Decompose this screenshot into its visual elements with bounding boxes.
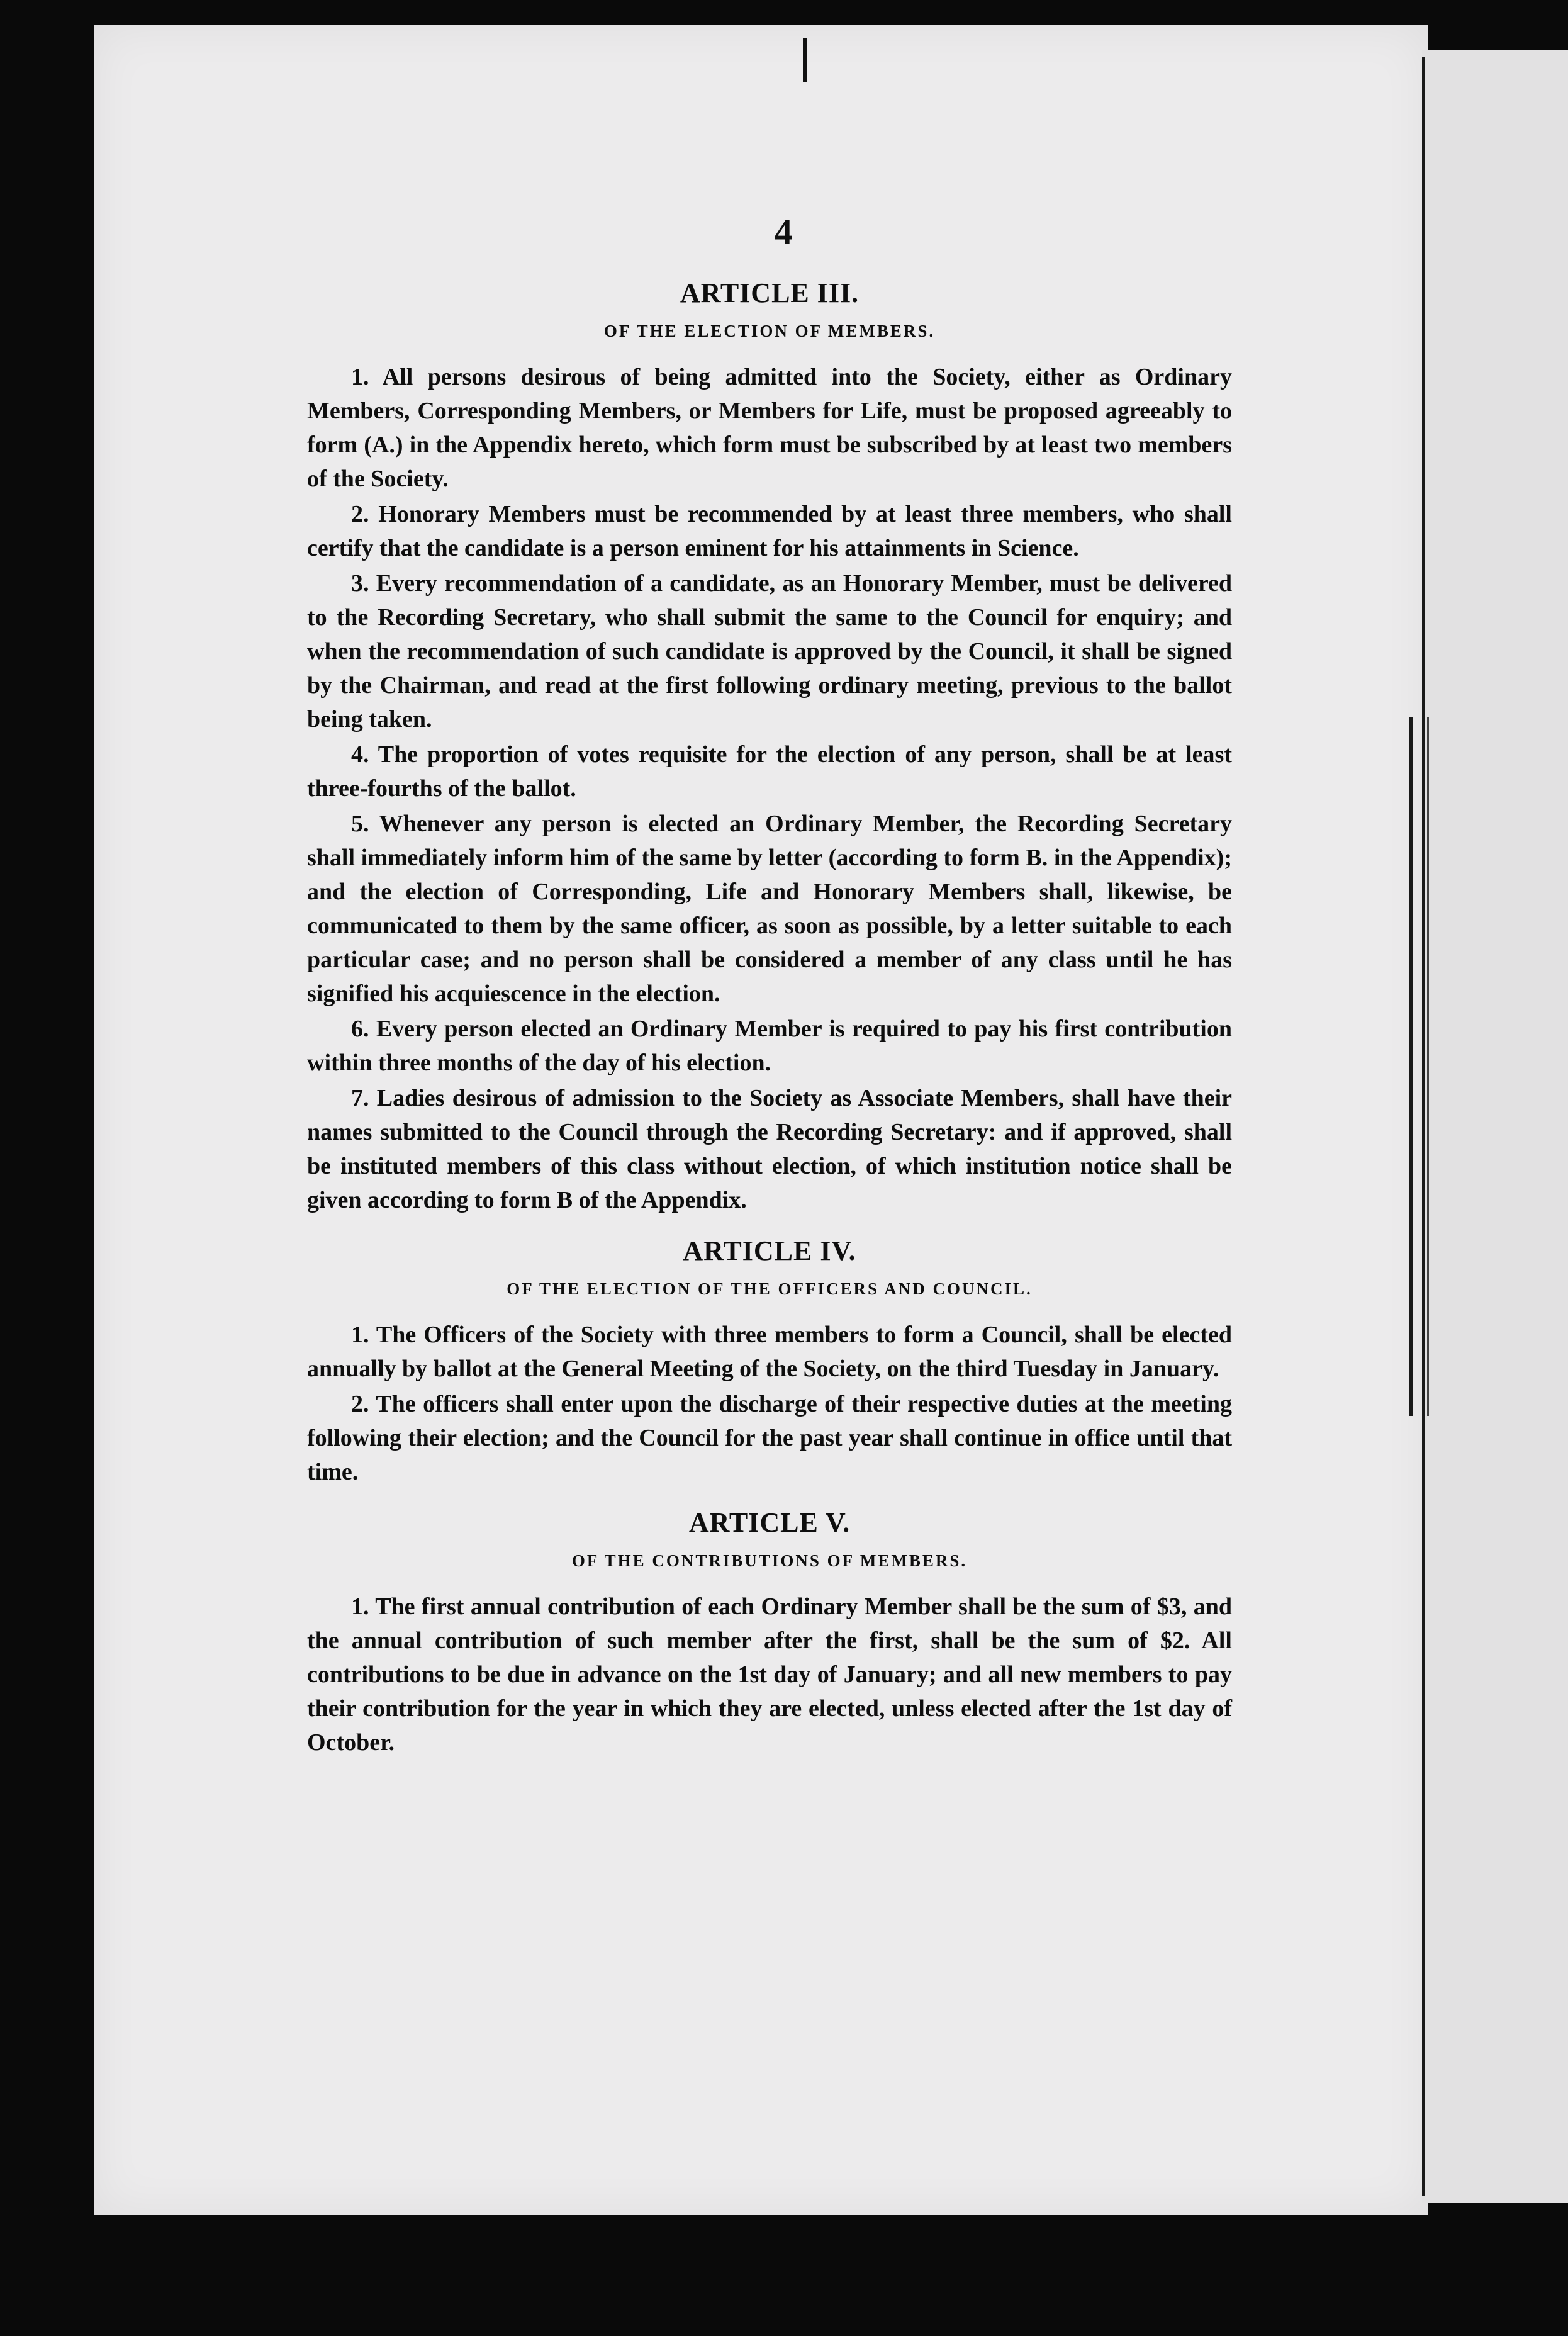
- article-3: [307, 277, 1232, 1217]
- article-subtitle: OF THE ELECTION OF THE OFFICERS AND COUNCIL.: [507, 1279, 1033, 1298]
- article-title: ARTICLE III.: [680, 278, 860, 308]
- article-5: [307, 1507, 1232, 1760]
- paragraph: 1. The Officers of the Society with three members to form a Council, shall be elected annually by ballot at the General Meeting of the Society, on the third Tuesday in January.: [307, 1322, 1232, 1382]
- document-body: [307, 277, 1232, 1777]
- paragraph: 1. All persons desirous of being admitted into the Society, either as Ordinary Members, Corresponding Members, or Members for Life, must be proposed agreeably to form (A.) in the Appendix hereto, which form must be subscribed by at least two members of the Society.: [307, 364, 1232, 492]
- paragraph: 2. The officers shall enter upon the discharge of their respective duties at the meeting following their election; and the Council for the past year shall continue in office until that time.: [307, 1391, 1232, 1485]
- article-subtitle: OF THE CONTRIBUTIONS OF MEMBERS.: [571, 1551, 968, 1570]
- paragraph: 6. Every person elected an Ordinary Member is required to pay his first contribution within three months of the day of his election.: [307, 1016, 1232, 1076]
- paragraph: 4. The proportion of votes requisite for the election of any person, shall be at least three-fourths of the ballot.: [307, 741, 1232, 802]
- paragraph: 3. Every recommendation of a candidate, as an Honorary Member, must be delivered to the Recording Secretary, who shall submit the same to the Council for enquiry; and when the recommendation of such candidate is approved by the Council, it shall be signed by the Chairman, and read at the first following ordinary meeting, previous to the ballot being taken.: [307, 570, 1232, 733]
- article-title: ARTICLE V.: [688, 1507, 851, 1538]
- adjacent-page-edge: [1422, 50, 1568, 2203]
- article-subtitle: OF THE ELECTION OF MEMBERS.: [603, 322, 936, 340]
- top-binding-mark: [803, 38, 807, 82]
- binding-fold-mark: [1409, 717, 1429, 1416]
- paragraph: 1. The first annual contribution of each Ordinary Member shall be the sum of $3, and the annual contribution of such member after the first, shall be the sum of $2. All contributions to be due in advance on the 1st day of January; and all new members to pay their contribution for the year in which they are elected, unless elected after the 1st day of October.: [307, 1593, 1232, 1756]
- paragraph: 2. Honorary Members must be recommended by at least three members, who shall certify that the candidate is a person eminent for his attainments in Science.: [307, 501, 1232, 561]
- article-title: ARTICLE IV.: [683, 1235, 856, 1266]
- paragraph: 7. Ladies desirous of admission to the Society as Associate Members, shall have their names submitted to the Council through the Recording Secretary: and if approved, shall be instituted members of this class without election, of which institution notice shall be given according to form B of the Appendix.: [307, 1085, 1232, 1213]
- page-number: 4: [774, 211, 794, 252]
- article-4: [307, 1235, 1232, 1489]
- paragraph: 5. Whenever any person is elected an Ordinary Member, the Recording Secretary shall immediately inform him of the same by letter (according to form B. in the Appendix); and the election of Corresponding, Life and Honorary Members shall, likewise, be communicated to them by the same officer, as soon as possible, by a letter suitable to each particular case; and no person shall be considered a member of any class until he has signified his acquiescence in the election.: [307, 811, 1232, 1007]
